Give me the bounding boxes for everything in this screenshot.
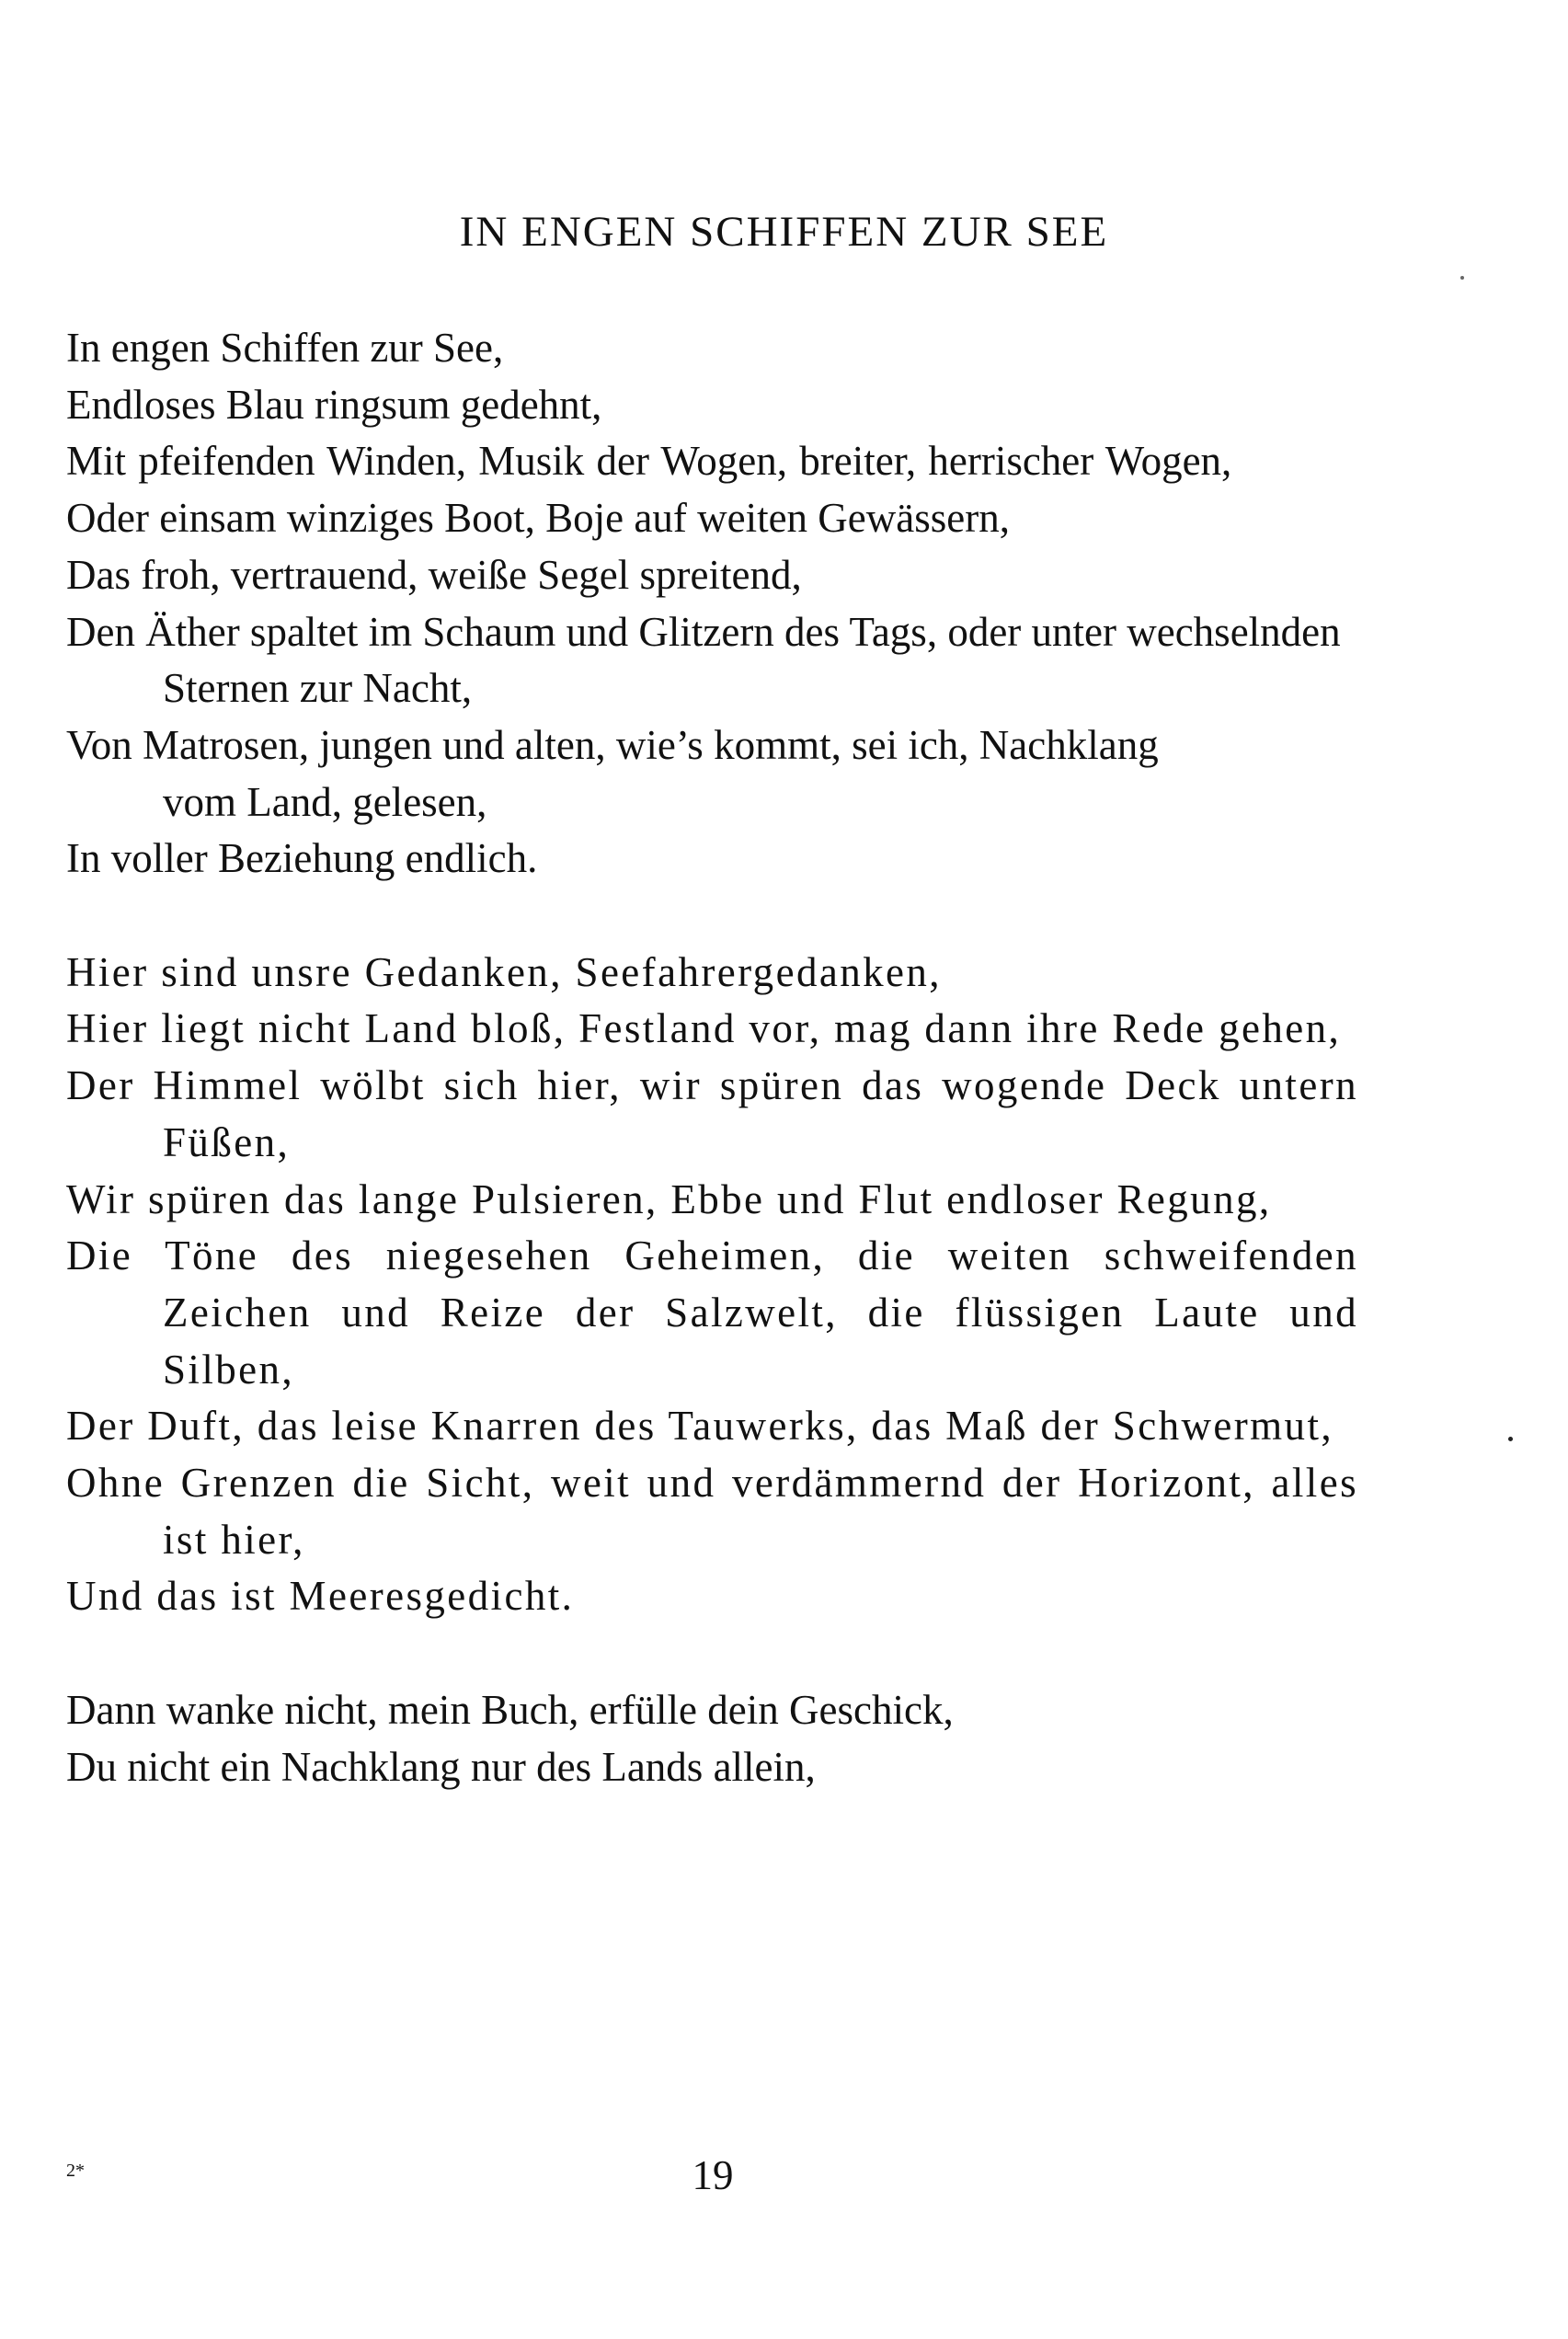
verse-line: Der Duft, das leise Knarren des Tauwerks, das Maß der Schwermut, [66, 1403, 1334, 1450]
verse-line: In voller Beziehung endlich. [66, 835, 538, 882]
verse-line: Oder einsam winziges Boot, Boje auf weiten Gewässern, [66, 495, 1010, 542]
verse-line: Der Himmel wölbt sich hier, wir spüren das wogende Deck untern Füßen, [66, 1062, 1358, 1165]
stanza-3 [66, 1682, 1354, 1795]
verse-line: Dann wanke nicht, mein Buch, erfülle dein Geschick, [66, 1686, 954, 1733]
verse-line: Die Töne des niegesehen Geheimen, die weiten schweifenden Zeichen und Reize der Salzwelt, die flüssigen Laute und Silben, [66, 1233, 1358, 1393]
verse-line: Du nicht ein Nachklang nur des Lands allein, [66, 1743, 816, 1790]
signature-mark: 2* [66, 2161, 85, 2181]
page-number: 19 [692, 2152, 734, 2198]
stanza-1 [66, 320, 1354, 888]
verse-line: Wir spüren das lange Pulsieren, Ebbe und Flut endloser Regung, [66, 1175, 1272, 1222]
stanza-2 [66, 945, 1358, 1625]
verse-line: Mit pfeifenden Winden, Musik der Wogen, breiter, herrischer Wogen, [66, 438, 1232, 485]
verse-line: Und das ist Meeresgedicht. [66, 1573, 575, 1620]
poem-body [66, 320, 1358, 1795]
paper-speck [1460, 276, 1464, 280]
verse-line: Hier sind unsre Gedanken, Seefahrergedanken, [66, 948, 942, 995]
verse-line: In engen Schiffen zur See, [66, 325, 504, 371]
verse-line: Den Äther spaltet im Schaum und Glitzern des Tags, oder unter wechselnden Sternen zur Nacht, [66, 608, 1341, 712]
verse-line: Hier liegt nicht Land bloß, Festland vor, mag dann ihre Rede gehen, [66, 1005, 1342, 1052]
verse-line: Von Matrosen, jungen und alten, wie’s kommt, sei ich, Nachklang vom Land, gelesen, [66, 721, 1159, 825]
verse-line: Endloses Blau ringsum gedehnt, [66, 381, 602, 428]
paper-speck [1508, 1437, 1513, 1441]
poem-title: IN ENGEN SCHIFFEN ZUR SEE [459, 208, 1109, 256]
verse-line: Das froh, vertrauend, weiße Segel spreitend, [66, 551, 802, 598]
verse-line: Ohne Grenzen die Sicht, weit und verdämmernd der Horizont, alles ist hier, [66, 1460, 1358, 1563]
